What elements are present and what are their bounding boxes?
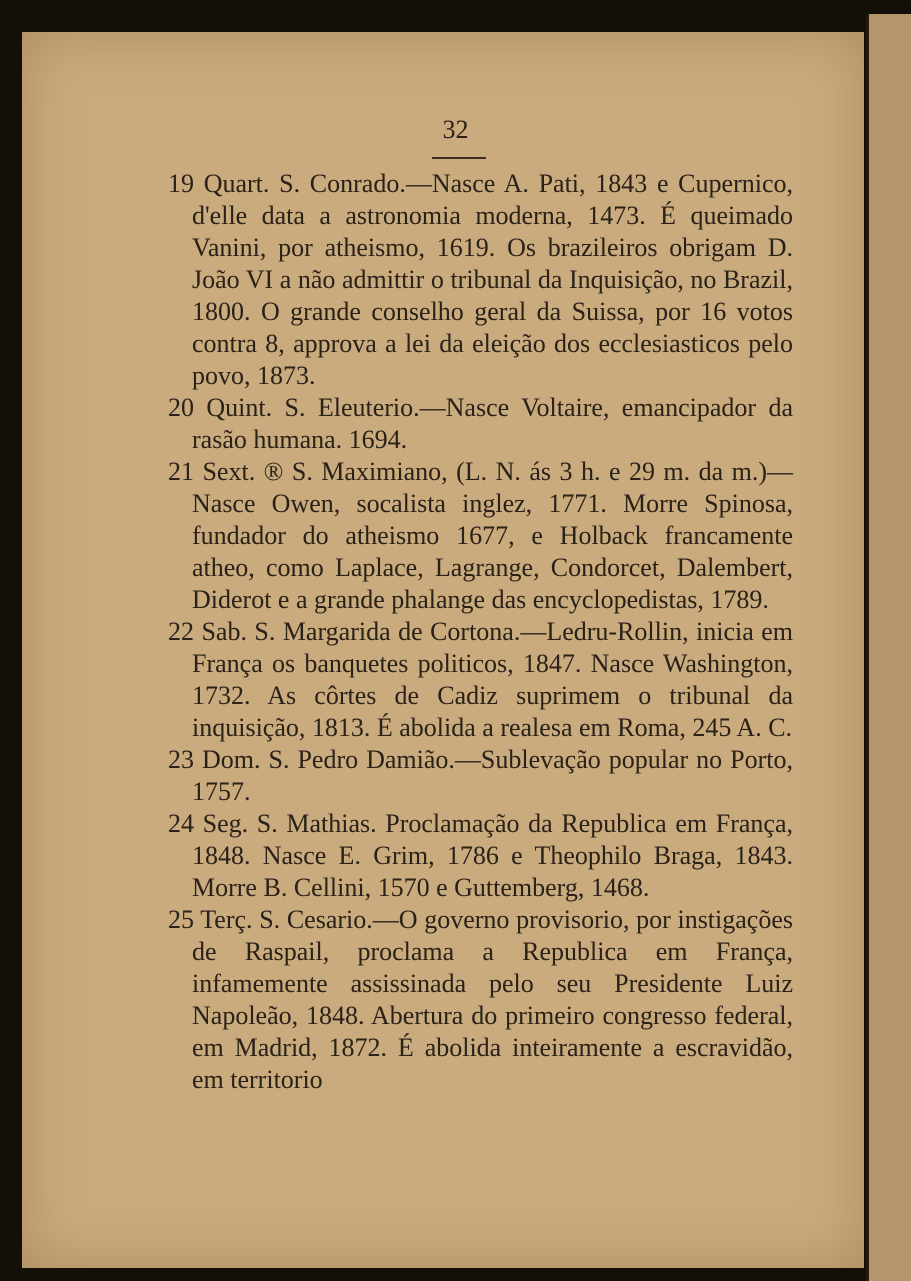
calendar-entries <box>168 168 793 1096</box>
book-spine <box>866 14 911 1281</box>
entry-20: 20 Quint. S. Eleuterio.—Nasce Voltaire, emancipador da rasão humana. 1694. <box>168 393 793 454</box>
entry-19: 19 Quart. S. Conrado.—Nasce A. Pati, 1843 e Cupernico, d'elle data a astronomia moderna, 1473. É queimado Vanini, por atheismo, 1619. Os brazileiros obrigam D. João VI a não admittir o tribunal da Inquisição, no Brazil, 1800. O grande conselho geral da Suissa, por 16 votos contra 8, approva a lei da eleição dos ecclesiasticos pelo povo, 1873. <box>168 169 793 390</box>
entry-22: 22 Sab. S. Margarida de Cortona.—Ledru-Rollin, inicia em França os banquetes politicos, 1847. Nasce Washington, 1732. As côrtes de Cadiz suprimem o tribunal da inquisição, 1813. É abolida a realesa em Roma, 245 A. C. <box>168 617 793 742</box>
header-rule <box>432 157 486 159</box>
entry-21: 21 Sext. ® S. Maximiano, (L. N. ás 3 h. e 29 m. da m.)—Nasce Owen, socalista inglez, 1771. Morre Spinosa, fundador do atheismo 1677, e Holback francamente atheo, como Laplace, Lagrange, Condorcet, Dalembert, Diderot e a grande phalange das encyclopedistas, 1789. <box>168 457 793 614</box>
page-number: 32 <box>442 115 469 144</box>
entry-24: 24 Seg. S. Mathias. Proclamação da Republica em França, 1848. Nasce E. Grim, 1786 e Theophilo Braga, 1843. Morre B. Cellini, 1570 e Guttemberg, 1468. <box>168 809 793 902</box>
entry-23: 23 Dom. S. Pedro Damião.—Sublevação popular no Porto, 1757. <box>168 745 793 806</box>
entry-25: 25 Terç. S. Cesario.—O governo provisorio, por instigações de Raspail, proclama a Republica em França, infamemente assissinada pelo seu Presidente Luiz Napoleão, 1848. Abertura do primeiro congresso federal, em Madrid, 1872. É abolida inteiramente a escravidão, em territorio <box>168 905 793 1094</box>
